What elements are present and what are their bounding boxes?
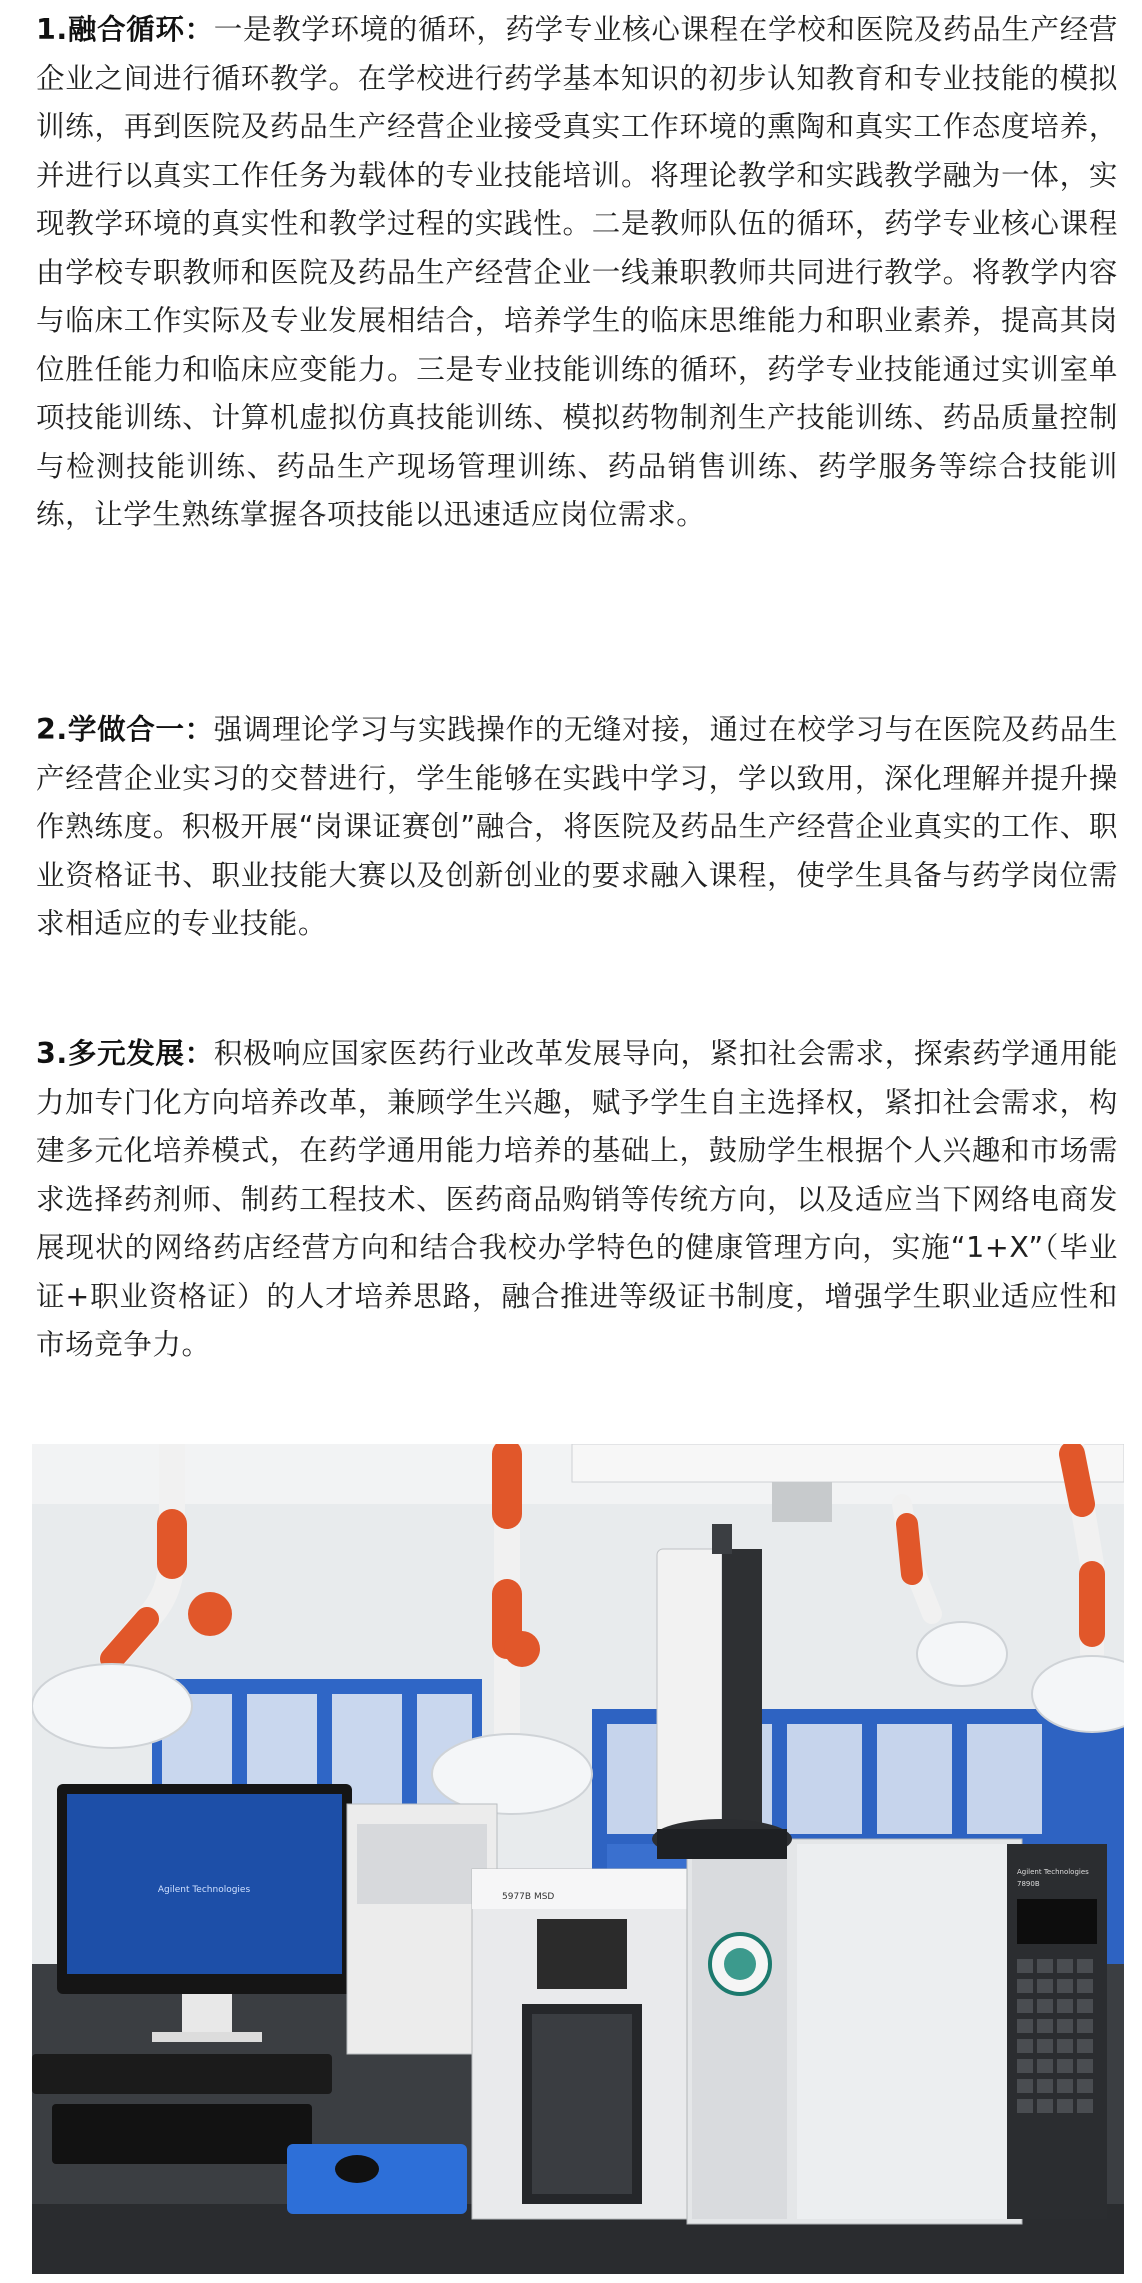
gc-brand-label: Agilent Technologies (1017, 1868, 1089, 1876)
mouse-pad (287, 2144, 467, 2214)
lab-photo (32, 1444, 1124, 2274)
vent-box (772, 1482, 832, 1522)
paragraph-body: 强调理论学习与实践操作的无缝对接，通过在校学习与在医院及药品生产经营企业实习的交替进行，学生能够在实践中学习，学以致用，深化理解并提升操作熟练度。积极开展“岗课证赛创”融合，将医院及药品生产经营企业真实的工作、职业资格证书、职业技能大赛以及创新创业的要求融入课程，使学生具备与药学岗位需求相适应的专业技能。 (36, 713, 1118, 940)
paragraph-body: 一是教学环境的循环，药学专业核心课程在学校和医院及药品生产经营企业之间进行循环教学。在学校进行药学基本知识的初步认知教育和专业技能的模拟训练，再到医院及药品生产经营企业接受真实工作环境的熏陶和真实工作态度培养，并进行以真实工作任务为载体的专业技能培训。将理论教学和实践教学融为一体，实现教学环境的真实性和教学过程的实践性。二是教师队伍的循环，药学专业核心课程由学校专职教师和医院及药品生产经营企业一线兼职教师共同进行教学。将教学内容与临床工作实际及专业发展相结合，培养学生的临床思维能力和职业素养，提高其岗位胜任能力和临床应变能力。三是专业技能训练的循环，药学专业技能通过实训室单项技能训练、计算机虚拟仿真技能训练、模拟药物制剂生产技能训练、药品质量控制与检测技能训练、药品生产现场管理训练、药品销售训练、药学服务等综合技能训练，让学生熟练掌握各项技能以迅速适应岗位需求。 (36, 13, 1118, 531)
lab-illustration (32, 1444, 1124, 2274)
paragraph-heading: 3.多元发展： (36, 1037, 214, 1070)
paragraph-heading: 1.融合循环： (36, 13, 214, 46)
paragraph-diverse-development (36, 1030, 1118, 1370)
mass-spectrometer (472, 1869, 687, 2219)
gas-chromatograph (687, 1839, 1107, 2224)
paragraph-integrated-cycle (36, 6, 1118, 540)
ceiling-duct (572, 1444, 1124, 1482)
paragraph-learning-doing (36, 706, 1118, 949)
msd-model-label: 5977B MSD (502, 1892, 555, 1902)
display-screen (1017, 1899, 1097, 1944)
keyboard (32, 2054, 332, 2094)
monitor-screen-text: Agilent Technologies (157, 1885, 251, 1895)
paragraph-heading: 2.学做合一： (36, 713, 214, 746)
paragraph-body: 积极响应国家医药行业改革发展导向，紧扣社会需求，探索药学通用能力加专门化方向培养改革，兼顾学生兴趣，赋予学生自主选择权，紧扣社会需求，构建多元化培养模式，在药学通用能力培养的基础上，鼓励学生根据个人兴趣和市场需求选择药剂师、制药工程技术、医药商品购销等传统方向，以及适应当下网络电商发展现状的网络药店经营方向和结合我校办学特色的健康管理方向，实施“1+X”（毕业证+职业资格证）的人才培养思路，融合推进等级证书制度，增强学生职业适应性和市场竞争力。 (36, 1037, 1118, 1361)
desktop-pc (52, 2104, 312, 2164)
gc-model-label: 7890B (1017, 1880, 1040, 1888)
mouse (335, 2155, 379, 2183)
